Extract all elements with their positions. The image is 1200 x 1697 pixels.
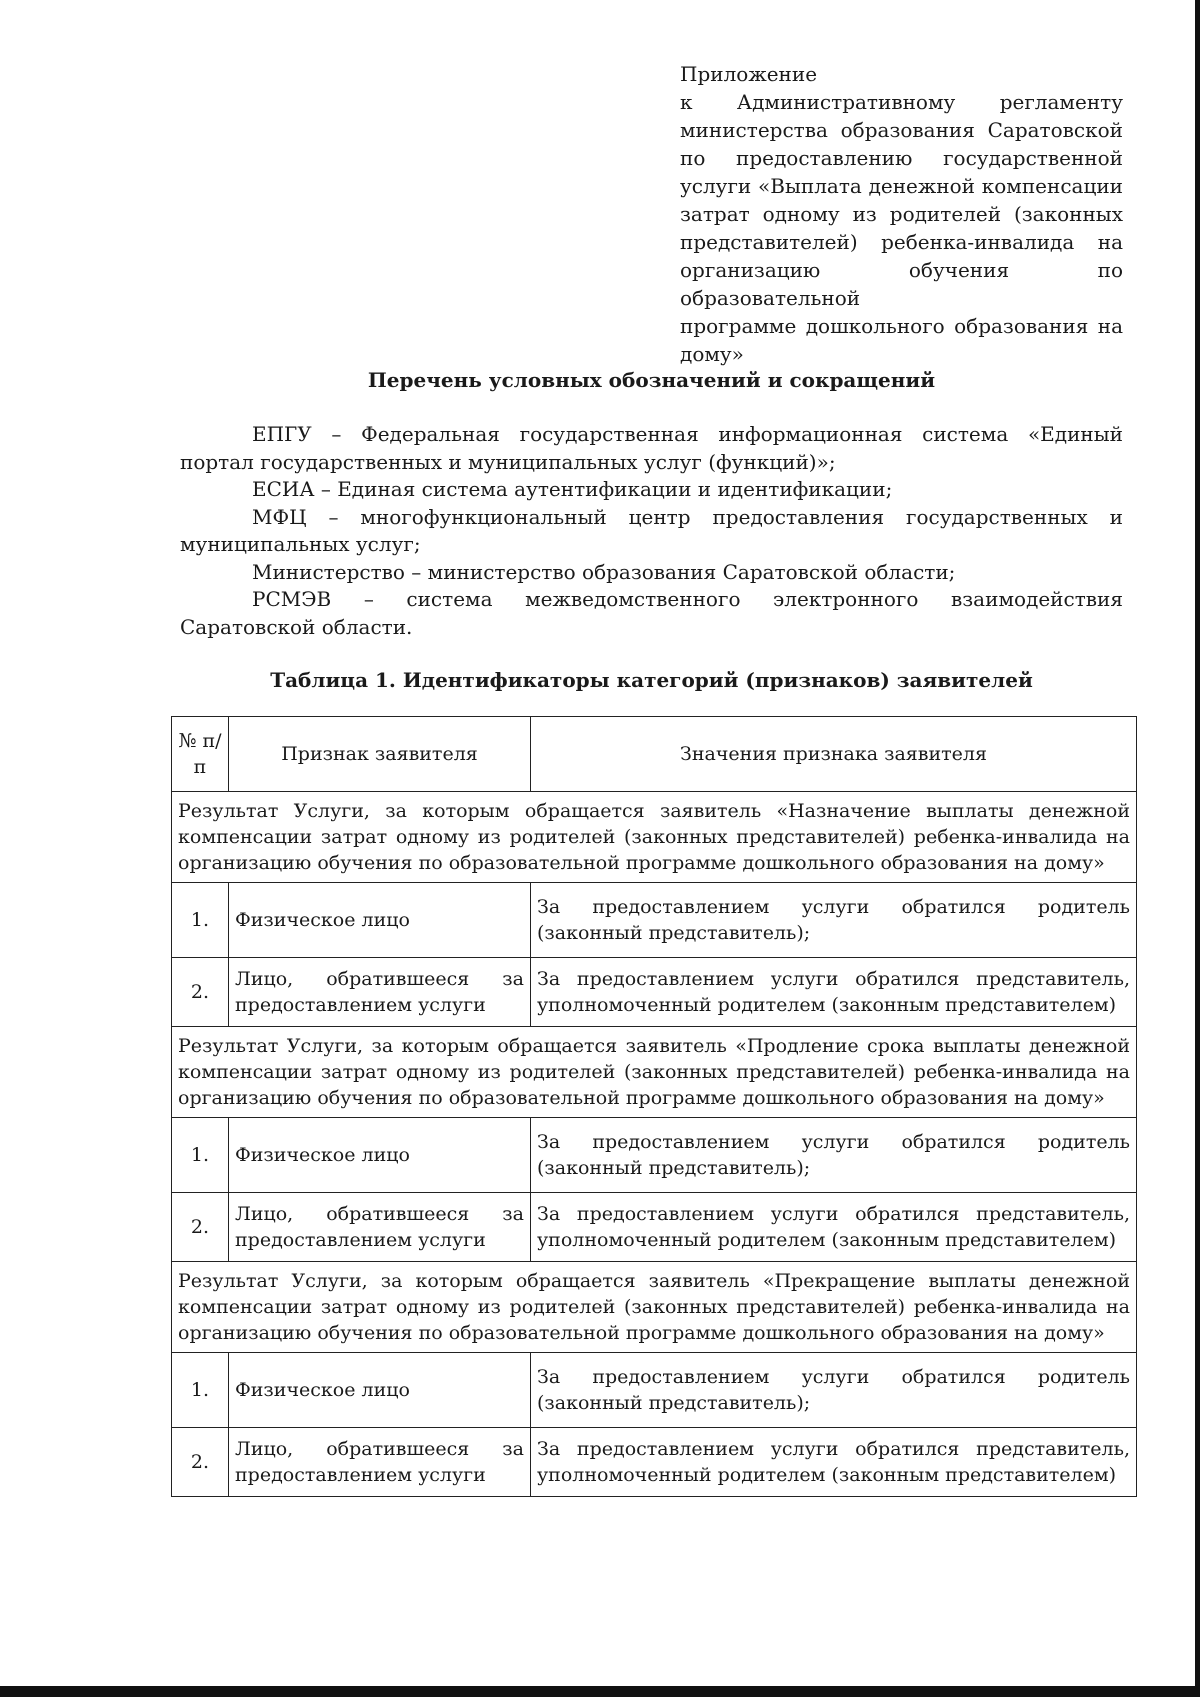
row-num: 2. [172, 958, 229, 1027]
row-sign: Физическое лицо [229, 1118, 531, 1193]
table-row [172, 1428, 1137, 1497]
row-value: За предоставлением услуги обратился родитель (законный представитель); [531, 1118, 1137, 1193]
table-row [172, 958, 1137, 1027]
appendix-line: программе дошкольного образования на [680, 314, 1123, 338]
row-num: 1. [172, 1353, 229, 1428]
table-row [172, 1193, 1137, 1262]
row-value: За предоставлением услуги обратился представитель, уполномоченный родителем (законным представителем) [531, 1428, 1137, 1497]
appendix-line: организацию обучения по образовательной [680, 258, 1123, 310]
scan-edge-right [1195, 0, 1200, 1697]
abbreviations-heading: Перечень условных обозначений и сокращений [367, 368, 936, 392]
section-title: Результат Услуги, за которым обращается заявитель «Назначение выплаты денежной компенсации затрат одному из родителей (законных представителей) ребенка-инвалида на организацию обучения по образовательной программе дошкольного образования на дому» [172, 792, 1137, 883]
appendix-line: затрат одному из родителей (законных [680, 202, 1123, 226]
appendix-line: к Административному регламенту [680, 90, 1123, 114]
section-title: Результат Услуги, за которым обращается заявитель «Продление срока выплаты денежной компенсации затрат одному из родителей (законных представителей) ребенка-инвалида на организацию обучения по образовательной программе дошкольного образования на дому» [172, 1027, 1137, 1118]
row-num: 2. [172, 1193, 229, 1262]
table-section-row [172, 1027, 1137, 1118]
appendix-line: услуги «Выплата денежной компенсации [680, 174, 1123, 198]
appendix-reference [680, 60, 1123, 368]
header-sign: Признак заявителя [229, 717, 531, 792]
row-sign: Лицо, обратившееся за предоставлением услуги [229, 1193, 531, 1262]
header-values: Значения признака заявителя [531, 717, 1137, 792]
header-num: № п/п [172, 717, 229, 792]
table-caption: Таблица 1. Идентификаторы категорий (признаков) заявителей [270, 668, 1033, 692]
abbreviation-item: ЕСИА – Единая система аутентификации и идентификации; [252, 477, 893, 501]
applicant-categories-table-wrap [171, 716, 1136, 1497]
row-sign: Лицо, обратившееся за предоставлением услуги [229, 958, 531, 1027]
row-num: 2. [172, 1428, 229, 1497]
appendix-line: дому» [680, 342, 744, 366]
row-value: За предоставлением услуги обратился родитель (законный представитель); [531, 1353, 1137, 1428]
row-sign: Физическое лицо [229, 1353, 531, 1428]
abbreviations-list [180, 421, 1123, 641]
row-value: За предоставлением услуги обратился представитель, уполномоченный родителем (законным представителем) [531, 1193, 1137, 1262]
abbreviation-item: ЕПГУ – Федеральная государственная информационная система «Единый портал государственных и муниципальных услуг (функций)»; [180, 422, 1123, 474]
abbreviation-item: РСМЭВ – система межведомственного электронного взаимодействия Саратовской области. [180, 587, 1123, 639]
appendix-line: по предоставлению государственной [680, 146, 1123, 170]
row-num: 1. [172, 1118, 229, 1193]
abbreviation-item: МФЦ – многофункциональный центр предоставления государственных и муниципальных услуг; [180, 504, 1123, 556]
section-title: Результат Услуги, за которым обращается заявитель «Прекращение выплаты денежной компенсации затрат одному из родителей (законных представителей) ребенка-инвалида на организацию обучения по образовательной программе дошкольного образования на дому» [172, 1262, 1137, 1353]
table-section-row [172, 792, 1137, 883]
applicant-categories-table [171, 716, 1137, 1497]
row-num: 1. [172, 883, 229, 958]
row-sign: Физическое лицо [229, 883, 531, 958]
appendix-line: министерства образования Саратовской [680, 118, 1123, 142]
table-header-row [172, 717, 1137, 792]
appendix-line: представителей) ребенка-инвалида на [680, 230, 1123, 254]
table-row [172, 1118, 1137, 1193]
abbreviation-item: Министерство – министерство образования Саратовской области; [252, 559, 956, 584]
table-row [172, 883, 1137, 958]
table-row [172, 1353, 1137, 1428]
scan-edge-bottom [0, 1686, 1200, 1697]
row-sign: Лицо, обратившееся за предоставлением услуги [229, 1428, 531, 1497]
row-value: За предоставлением услуги обратился представитель, уполномоченный родителем (законным представителем) [531, 958, 1137, 1027]
row-value: За предоставлением услуги обратился родитель (законный представитель); [531, 883, 1137, 958]
table-section-row [172, 1262, 1137, 1353]
appendix-title: Приложение [680, 62, 818, 86]
